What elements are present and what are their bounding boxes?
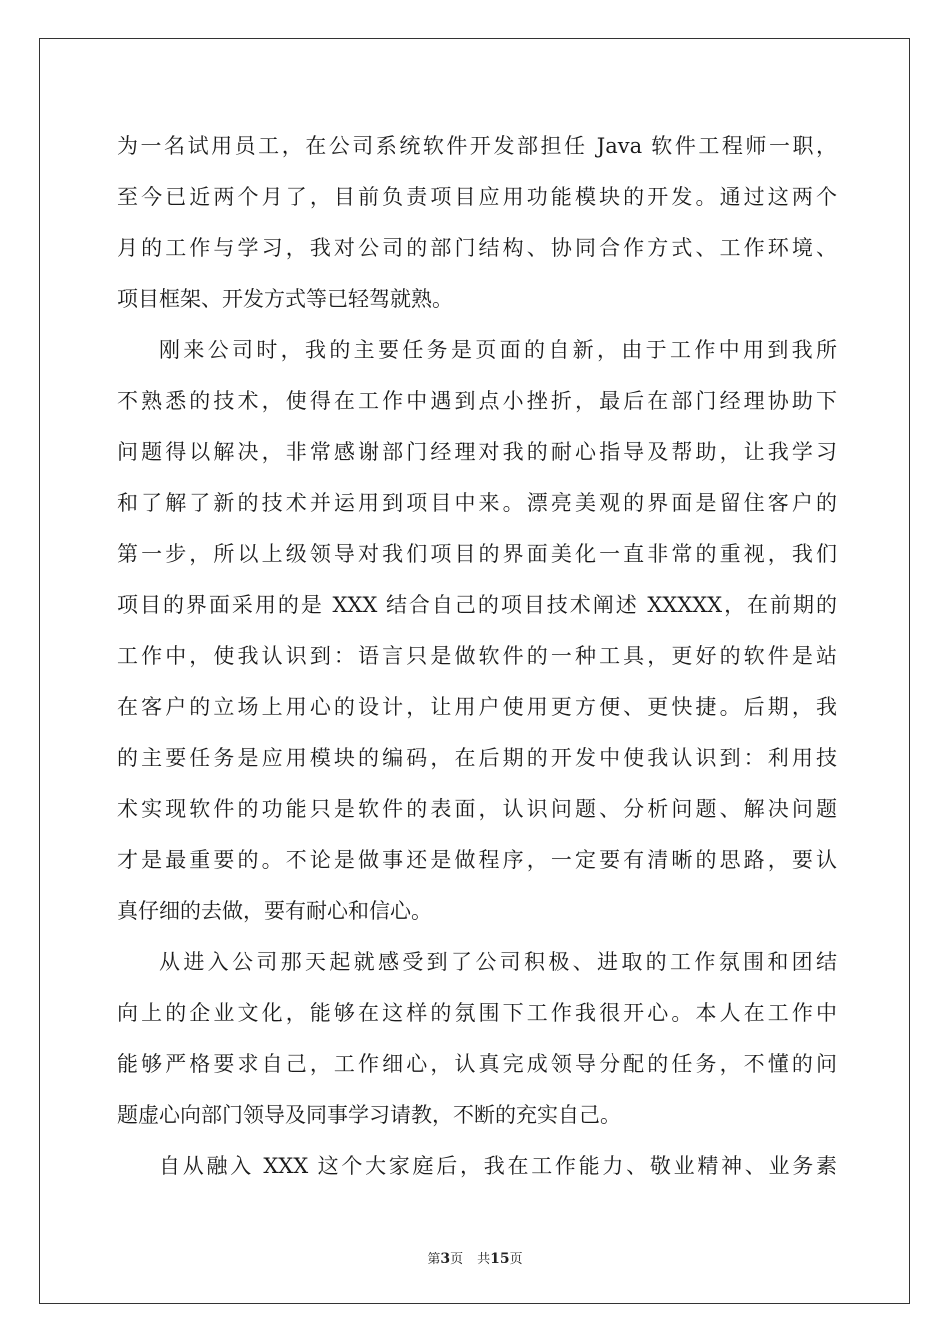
text-line: 在客户的立场上用心的设计，让用户使用更方便、更快捷。后期，我	[117, 695, 837, 719]
text-line: 工作中，使我认识到：语言只是做软件的一种工具，更好的软件是站	[117, 644, 837, 668]
text-line: 从进入公司那天起就感受到了公司积极、进取的工作氛围和团结	[159, 950, 837, 974]
text-line: 的主要任务是应用模块的编码，在后期的开发中使我认识到：利用技	[117, 746, 837, 770]
text-line: 能够严格要求自己，工作细心，认真完成领导分配的任务，不懂的问	[117, 1052, 837, 1076]
text-line: 月的工作与学习，我对公司的部门结构、协同合作方式、工作环境、	[117, 236, 837, 260]
footer-page-total: 15	[490, 1251, 510, 1267]
text-line: 真仔细的去做，要有耐心和信心。	[117, 899, 432, 923]
footer-total-prefix: 共	[477, 1252, 491, 1267]
text-line: 术实现软件的功能只是软件的表面，认识问题、分析问题、解决问题	[117, 797, 837, 821]
document-body	[117, 121, 837, 1192]
footer-page-current: 3	[440, 1251, 451, 1267]
text-line: 和了解了新的技术并运用到项目中来。漂亮美观的界面是留住客户的	[117, 491, 837, 515]
text-line: 项目框架、开发方式等已轻驾就熟。	[117, 287, 453, 311]
text-line: 刚来公司时，我的主要任务是页面的自新，由于工作中用到我所	[159, 338, 837, 362]
text-line: 问题得以解决，非常感谢部门经理对我的耐心指导及帮助，让我学习	[117, 440, 837, 464]
text-line: 第一步，所以上级领导对我们项目的界面美化一直非常的重视，我们	[117, 542, 837, 566]
text-line: 项目的界面采用的是 XXX 结合自己的项目技术阐述 XXXXX，在前期的	[117, 593, 837, 617]
text-line: 题虚心向部门领导及同事学习请教，不断的充实自己。	[117, 1103, 621, 1127]
text-line: 不熟悉的技术，使得在工作中遇到点小挫折，最后在部门经理协助下	[117, 389, 837, 413]
text-line: 向上的企业文化，能够在这样的氛围下工作我很开心。本人在工作中	[117, 1001, 837, 1025]
text-line: 为一名试用员工，在公司系统软件开发部担任 Java 软件工程师一职，	[117, 134, 837, 158]
footer-total-unit: 页	[509, 1252, 523, 1267]
text-line: 自从融入 XXX 这个大家庭后，我在工作能力、敬业精神、业务素	[159, 1154, 837, 1178]
footer-page-unit: 页	[450, 1252, 464, 1267]
footer-page-prefix: 第	[427, 1252, 441, 1267]
text-line: 至今已近两个月了，目前负责项目应用功能模块的开发。通过这两个	[117, 185, 837, 209]
text-line: 才是最重要的。不论是做事还是做程序，一定要有清晰的思路，要认	[117, 848, 837, 872]
page-footer	[0, 1248, 950, 1267]
